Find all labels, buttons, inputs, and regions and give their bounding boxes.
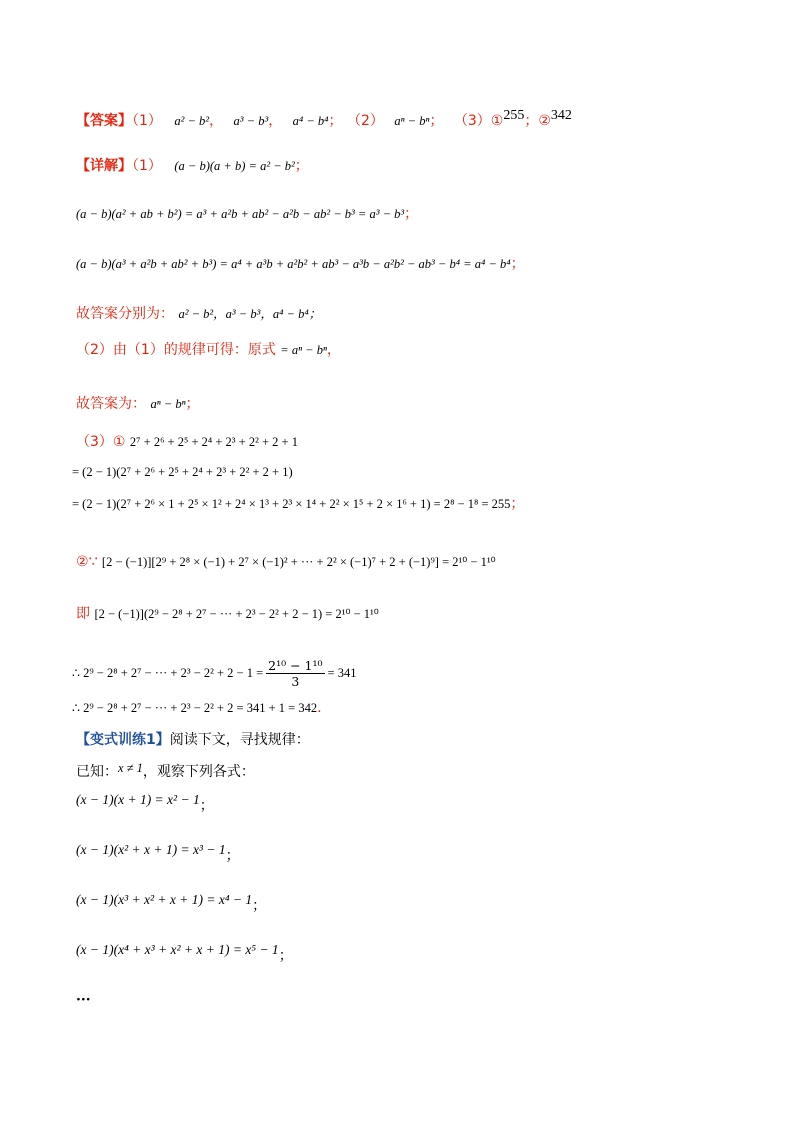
conclusion2-label: 故答案为： (76, 396, 146, 412)
conclusion1-expr: a² − b²，a³ − b³，a⁴ − b⁴； (178, 307, 322, 321)
answer-expr-a4b4: a⁴ − b⁴ (292, 114, 329, 128)
answer-line (76, 106, 572, 131)
ji-label: 即 (76, 606, 90, 622)
part2-label: （2）由（1）的规律可得：原式 (76, 342, 276, 358)
answer-value-255: 255 (503, 108, 525, 123)
detail-eq2: (a − b)(a² + ab + b²) = a³ + a²b + ab² − a²b − ab² − b³ = a³ − b³ (76, 207, 405, 221)
therefore-period: . (317, 700, 322, 716)
formula-4-expr: (x − 1)(x⁴ + x³ + x² + x + 1) = x⁵ − 1 (76, 942, 279, 957)
answer-part2-label: （2） (347, 113, 384, 129)
detail-eq1: (a − b)(a + b) = a² − b² (174, 159, 295, 173)
answer-semicolon: ； (429, 113, 444, 129)
answer-semicolon: ； (328, 113, 343, 129)
ellipsis (76, 990, 91, 1010)
formula-2 (76, 840, 240, 866)
answer-expr-a3b3: a³ − b³ (233, 114, 269, 128)
therefore-line1 (72, 656, 356, 690)
ji-t2: [2 − (−1)](2⁹ − 2⁸ + 2⁷ − ··· + 2³ − 2² + 2 − 1) = 2¹⁰ − 1¹⁰ (94, 607, 379, 621)
formula-1 (76, 790, 214, 816)
ji-line (76, 604, 379, 624)
known-label: 已知： (76, 764, 118, 780)
formula-semicolon: ； (252, 898, 267, 914)
fraction-numerator: 2¹⁰ − 1¹⁰ (268, 657, 323, 673)
answer-separator: ， (209, 113, 224, 129)
known-line (76, 758, 255, 782)
answer-part1-label: （1） (132, 113, 162, 129)
formula-4 (76, 940, 293, 966)
conclusion1-label: 故答案分别为： (76, 306, 174, 322)
answer-semicolon: ；② (524, 113, 551, 129)
part3-line1 (76, 432, 298, 452)
answer-separator: ， (268, 113, 283, 129)
variant-label: 【变式训练1】 (76, 732, 170, 748)
formula-2-expr: (x − 1)(x² + x + 1) = x³ − 1 (76, 842, 226, 857)
detail-eq2-line (76, 204, 418, 224)
detail-semicolon: ； (404, 206, 419, 222)
known-rest: ，观察下列各式： (142, 764, 255, 780)
part3-step2: = (2 − 1)(2⁷ + 2⁶ + 2⁵ + 2⁴ + 2³ + 2² + 2 + 1) (72, 465, 293, 479)
part2-comma: ， (326, 342, 341, 358)
answer-expr-a2b2: a² − b² (174, 114, 210, 128)
answer-value-342: 342 (550, 108, 572, 123)
therefore-right: = 341 (327, 666, 357, 680)
therefore-line2 (72, 698, 322, 718)
conclusion1-line (76, 304, 321, 324)
answer-expr-anbn: aⁿ − bⁿ (394, 114, 430, 128)
known-condition: x ≠ 1 (118, 761, 143, 775)
part3-line2 (72, 462, 293, 482)
part3-semicolon: ； (510, 496, 525, 512)
part2-line (76, 340, 341, 360)
part3b-line (76, 552, 496, 572)
answer-label: 【答案】 (76, 113, 132, 129)
detail-label: 【详解】 (76, 158, 132, 174)
detail-line (76, 156, 309, 176)
answer-part3-label: （3）① (453, 113, 504, 129)
detail-semicolon: ； (294, 158, 309, 174)
formula-semicolon: ； (278, 948, 293, 964)
conclusion2-semicolon: ； (185, 396, 200, 412)
part3-line3 (72, 494, 524, 514)
variant-intro: 阅读下文，寻找规律： (169, 732, 310, 748)
part2-eq: = aⁿ − bⁿ (280, 343, 327, 357)
formula-semicolon: ； (199, 798, 214, 814)
part3-sum: 2⁷ + 2⁶ + 2⁵ + 2⁴ + 2³ + 2² + 2 + 1 (129, 435, 298, 449)
part3b-t1: [2 − (−1)][2⁹ + 2⁸ × (−1) + 2⁷ × (−1)² + ··· + 2² × (−1)⁷ + 2 + (−1)⁹] = 2¹⁰ − 1¹⁰ (101, 555, 496, 569)
formula-1-expr: (x − 1)(x + 1) = x² − 1 (76, 792, 200, 807)
fraction-denominator: 3 (291, 673, 300, 689)
therefore-t4: ∴ 2⁹ − 2⁸ + 2⁷ − ··· + 2³ − 2² + 2 = 341 + 1 = 342 (72, 701, 318, 715)
ellipsis-text: ··· (76, 992, 91, 1008)
part3b-label: ②∵ (76, 554, 98, 570)
formula-3-expr: (x − 1)(x³ + x² + x + 1) = x⁴ − 1 (76, 892, 253, 907)
formula-semicolon: ； (225, 848, 240, 864)
detail-eq3: (a − b)(a³ + a²b + ab² + b³) = a⁴ + a³b + a²b² + ab³ − a³b − a²b² − ab³ − b⁴ = a⁴ − b⁴ (76, 257, 511, 271)
conclusion2-line (76, 394, 200, 414)
therefore-left: ∴ 2⁹ − 2⁸ + 2⁷ − ··· + 2³ − 2² + 2 − 1 = (72, 666, 264, 680)
part3-step3: = (2 − 1)(2⁷ + 2⁶ × 1 + 2⁵ × 1² + 2⁴ × 1³ + 2³ × 1⁴ + 2² × 1⁵ + 2 × 1⁶ + 1) = 2⁸ − 1⁸ = 255 (72, 497, 511, 511)
formula-3 (76, 890, 266, 916)
part3-label: （3）① (76, 434, 126, 450)
detail-eq3-line (76, 254, 525, 274)
detail-semicolon: ； (510, 256, 525, 272)
conclusion2-expr: aⁿ − bⁿ (150, 397, 186, 411)
therefore-fraction (266, 658, 324, 689)
detail-part1-label: （1） (132, 158, 162, 174)
variant-heading (76, 730, 310, 750)
